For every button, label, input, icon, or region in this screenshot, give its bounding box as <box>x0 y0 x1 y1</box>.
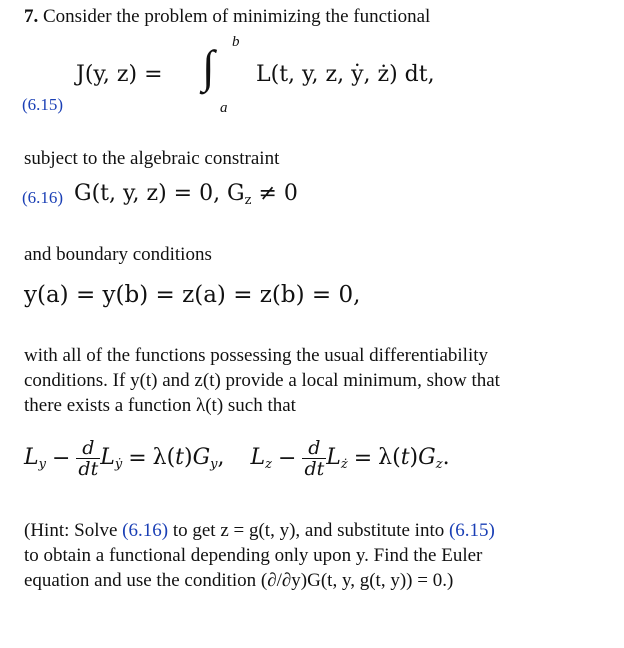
equation-label-6-15: (6.15) <box>22 95 64 114</box>
constraint-equation-tail: ≠ 0 <box>251 181 298 206</box>
hint-ref-6-16[interactable]: (6.16) <box>122 520 169 541</box>
integral-sign: ∫ <box>202 41 215 92</box>
derivative-fraction-1 <box>76 438 100 479</box>
multiplier-equations: $L_y$ − $\frac{d}{dt}$ $L_ẏ$ = $\lambda(t)G_y$, $L_z$ − $\frac{d}{dt}$ $L_ż$ = $\lambda(t)G_z$. <box>24 436 450 480</box>
constraint-subscript: z <box>244 193 252 208</box>
equation-label-6-16: (6.16) <box>22 188 64 207</box>
problem-statement-intro <box>24 4 430 29</box>
derivative-fraction-2 <box>302 438 326 479</box>
body-line-1: with all of the functions possessing the usual differentiability <box>24 345 489 366</box>
hint-text-a: (Hint: Solve <box>24 520 123 541</box>
fraction-1-denominator: dt <box>78 457 99 480</box>
integrand: L(t, y, z, ẏ, ż) dt, <box>256 62 435 87</box>
hint-ref-6-15[interactable]: (6.15) <box>448 520 495 541</box>
body-line-3: there exists a function λ(t) such that <box>24 395 296 416</box>
constraint-equation-main: G(t, y, z) = 0, G <box>74 181 245 206</box>
fraction-2-denominator: dt <box>304 457 325 480</box>
body-line-2: conditions. If y(t) and z(t) provide a local minimum, show that <box>24 370 500 391</box>
constraint-text: subject to the algebraic constraint <box>24 148 280 169</box>
intro-text: Consider the problem of minimizing the functional <box>43 6 431 27</box>
functional-lhs: J(y, z) = <box>76 62 163 87</box>
fraction-1-numerator: d <box>76 438 100 459</box>
hint-line-2: to obtain a functional depending only upon y. Find the Euler <box>24 545 483 566</box>
hint-line-3: equation and use the condition (∂/∂y)G(t, y, g(t, y)) = 0.) <box>24 570 454 591</box>
hint-line-1 <box>24 518 495 543</box>
boundary-text: and boundary conditions <box>24 244 212 265</box>
constraint-equation <box>74 181 298 208</box>
boundary-equation: y(a) = y(b) = z(a) = z(b) = 0, <box>24 282 361 308</box>
problem-number: 7. <box>24 6 39 27</box>
hint-text-b: to get z = g(t, y), and substitute into <box>168 520 449 541</box>
fraction-2-numerator: d <box>302 438 326 459</box>
integral-lower-limit: a <box>220 100 228 116</box>
integral-upper-limit: b <box>232 34 240 50</box>
